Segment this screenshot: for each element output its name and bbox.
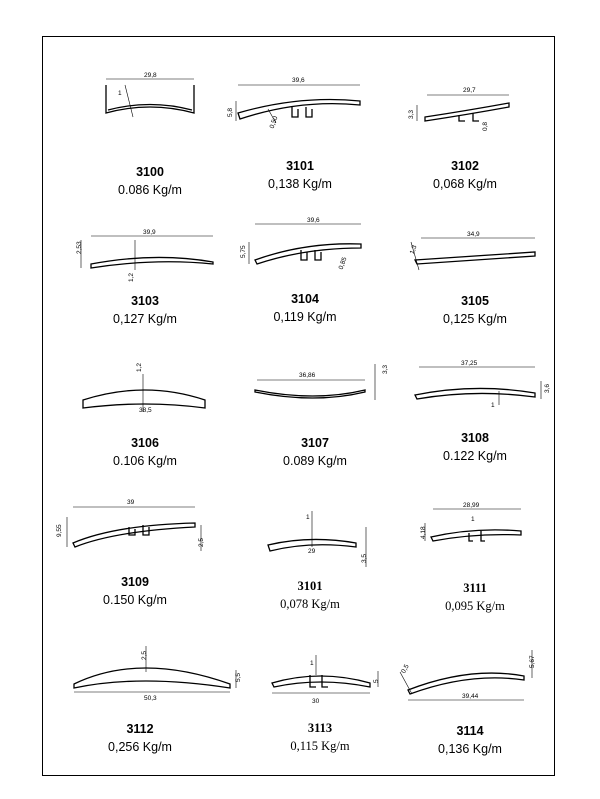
profile-card-3107 bbox=[235, 360, 395, 510]
profile-card-3112 bbox=[60, 640, 242, 790]
profile-weight: 0,095 Kg/m bbox=[445, 599, 505, 613]
profile-card-3109 bbox=[55, 495, 215, 645]
svg-text:1: 1 bbox=[491, 402, 495, 409]
profile-3107-drawing bbox=[235, 360, 395, 440]
svg-text:1: 1 bbox=[118, 90, 122, 97]
profile-3102-drawing bbox=[385, 65, 545, 145]
profile-code: 3111 bbox=[463, 581, 487, 595]
profile-weight: 0,136 Kg/m bbox=[438, 742, 502, 756]
svg-text:30: 30 bbox=[312, 698, 320, 705]
profile-weight: 0,127 Kg/m bbox=[113, 312, 177, 326]
svg-text:0,5: 0,5 bbox=[400, 663, 411, 675]
svg-text:50,3: 50,3 bbox=[144, 695, 157, 702]
profile-3100-drawing bbox=[70, 65, 230, 145]
svg-text:1: 1 bbox=[310, 660, 314, 667]
svg-text:39,44: 39,44 bbox=[462, 693, 479, 700]
profile-weight: 0,078 Kg/m bbox=[280, 597, 340, 611]
svg-text:29: 29 bbox=[308, 548, 316, 555]
svg-text:39,9: 39,9 bbox=[143, 229, 156, 236]
profile-3114-drawing bbox=[390, 640, 550, 720]
profile-weight: 0,256 Kg/m bbox=[108, 740, 172, 754]
profile-weight: 0.089 Kg/m bbox=[283, 454, 347, 468]
svg-text:39: 39 bbox=[127, 499, 135, 506]
profile-card-3108 bbox=[395, 355, 555, 505]
svg-text:5: 5 bbox=[373, 679, 380, 683]
profile-code: 3112 bbox=[126, 722, 154, 736]
svg-text:0,8: 0,8 bbox=[482, 121, 489, 131]
profile-code: 3100 bbox=[136, 165, 164, 179]
svg-text:2,5: 2,5 bbox=[141, 650, 148, 660]
profile-3113-drawing bbox=[240, 645, 400, 725]
profile-weight: 0.150 Kg/m bbox=[103, 593, 167, 607]
svg-text:1,2: 1,2 bbox=[136, 362, 143, 372]
profile-code: 3102 bbox=[451, 159, 479, 173]
svg-text:38,5: 38,5 bbox=[139, 407, 152, 414]
profile-3109-drawing bbox=[55, 495, 215, 575]
profile-code: 3109 bbox=[121, 575, 149, 589]
profile-weight: 0,138 Kg/m bbox=[268, 177, 332, 191]
profile-code: 3107 bbox=[301, 436, 329, 450]
svg-text:1,2: 1,2 bbox=[128, 272, 135, 282]
svg-text:2,5: 2,5 bbox=[198, 537, 205, 547]
profile-card-3104 bbox=[225, 210, 385, 360]
svg-text:3,3: 3,3 bbox=[408, 109, 415, 119]
profile-weight: 0.086 Kg/m bbox=[118, 183, 182, 197]
svg-text:39,6: 39,6 bbox=[292, 77, 305, 84]
profile-3111-drawing bbox=[395, 495, 555, 575]
profile-3112-drawing bbox=[60, 640, 242, 720]
profile-weight: 0,068 Kg/m bbox=[433, 177, 497, 191]
profile-card-3114 bbox=[390, 640, 550, 790]
profile-card-3111 bbox=[395, 495, 555, 645]
profile-3108-drawing bbox=[395, 355, 555, 435]
svg-text:1,3: 1,3 bbox=[408, 244, 419, 256]
profile-card-3103 bbox=[65, 220, 225, 370]
svg-text:5,5: 5,5 bbox=[235, 672, 242, 682]
svg-text:28,99: 28,99 bbox=[463, 502, 480, 509]
profile-weight: 0,119 Kg/m bbox=[273, 310, 337, 324]
profile-code: 3114 bbox=[456, 724, 484, 738]
svg-text:5,8: 5,8 bbox=[227, 107, 234, 117]
profile-weight: 0.122 Kg/m bbox=[443, 449, 507, 463]
profile-weight: 0,125 Kg/m bbox=[443, 312, 507, 326]
profile-code: 3113 bbox=[307, 721, 333, 735]
profile-code: 3108 bbox=[461, 431, 489, 445]
svg-text:4,18: 4,18 bbox=[420, 526, 427, 539]
profile-card-3105 bbox=[395, 220, 555, 370]
profile-code: 3104 bbox=[291, 292, 319, 306]
svg-text:34,9: 34,9 bbox=[467, 231, 480, 238]
svg-text:29,7: 29,7 bbox=[463, 87, 476, 94]
svg-text:2,53: 2,53 bbox=[76, 241, 83, 254]
profile-code: 3103 bbox=[131, 294, 159, 308]
profile-3101-drawing bbox=[220, 65, 380, 145]
profile-3103-drawing bbox=[65, 220, 225, 300]
profile-3104-drawing bbox=[225, 210, 385, 290]
svg-text:36,86: 36,86 bbox=[299, 372, 316, 379]
profile-weight: 0,115 Kg/m bbox=[290, 739, 350, 753]
svg-text:5,67: 5,67 bbox=[529, 655, 536, 668]
profile-card-3102 bbox=[385, 65, 545, 215]
svg-text:0,50: 0,50 bbox=[268, 115, 280, 130]
profile-weight: 0.106 Kg/m bbox=[113, 454, 177, 468]
profile-code: 3101 bbox=[297, 579, 323, 593]
profile-card-3101-b bbox=[230, 505, 390, 655]
profile-card-3101 bbox=[220, 65, 380, 215]
svg-text:29,8: 29,8 bbox=[144, 72, 157, 79]
svg-text:39,6: 39,6 bbox=[307, 217, 320, 224]
profile-code: 3106 bbox=[131, 436, 159, 450]
svg-text:9,55: 9,55 bbox=[56, 524, 63, 537]
profile-3101-b-drawing bbox=[230, 505, 390, 585]
svg-text:3,5: 3,5 bbox=[361, 553, 368, 563]
profile-card-3100 bbox=[70, 65, 230, 215]
svg-text:1: 1 bbox=[471, 516, 475, 523]
svg-text:0,85: 0,85 bbox=[337, 256, 349, 271]
profile-3105-drawing bbox=[395, 220, 555, 300]
profile-card-3106 bbox=[65, 360, 225, 510]
svg-text:3,3: 3,3 bbox=[382, 364, 389, 374]
profile-code: 3105 bbox=[461, 294, 489, 308]
svg-text:5,75: 5,75 bbox=[240, 245, 247, 258]
svg-text:1: 1 bbox=[306, 514, 310, 521]
svg-text:37,25: 37,25 bbox=[461, 360, 478, 367]
profile-card-3113 bbox=[240, 645, 400, 795]
profile-code: 3101 bbox=[286, 159, 314, 173]
profile-3106-drawing bbox=[65, 360, 225, 440]
svg-text:3,6: 3,6 bbox=[544, 383, 551, 393]
